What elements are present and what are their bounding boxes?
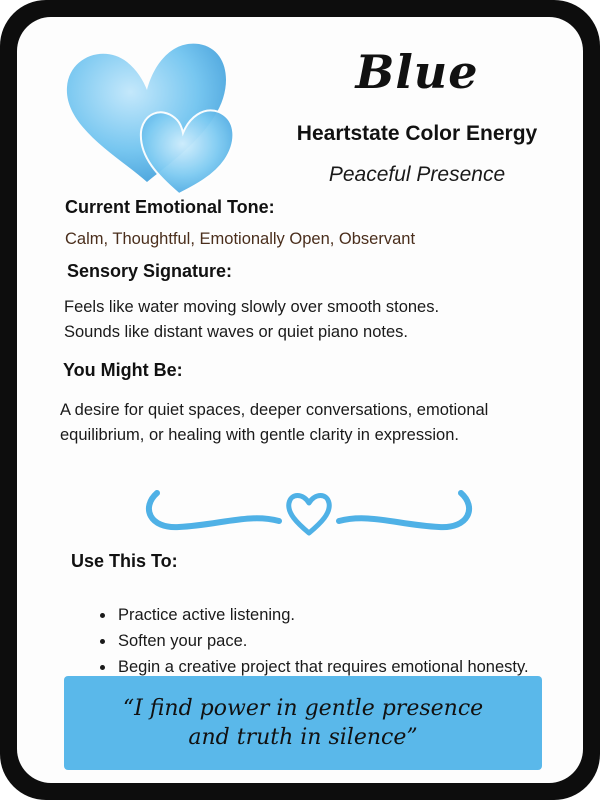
- might-be-line-2: equilibrium, or healing with gentle clarity in expression.: [60, 426, 459, 444]
- use-this-item: • Practice active listening.: [116, 602, 529, 628]
- might-be-heading: You Might Be:: [63, 360, 183, 380]
- tone-text: Calm, Thoughtful, Emotionally Open, Observant: [65, 230, 416, 248]
- card-body: [17, 17, 583, 783]
- might-be-line-1: A desire for quiet spaces, deeper conversations, emotional: [60, 401, 489, 419]
- use-this-heading: Use This To:: [71, 551, 178, 571]
- sensory-line-1: Feels like water moving slowly over smooth stones.: [64, 298, 440, 316]
- quote-box: [64, 676, 542, 770]
- card-subtitle: Heartstate Color Energy: [296, 122, 538, 145]
- tone-heading: Current Emotional Tone:: [65, 197, 275, 217]
- use-this-item: • Soften your pace.: [116, 628, 529, 654]
- quote-line-1: “I find power in gentle presence: [122, 696, 484, 721]
- sensory-heading: Sensory Signature:: [67, 261, 233, 281]
- card-title: Blue: [355, 45, 479, 99]
- double-heart-icon: [59, 32, 259, 202]
- quote-line-2: and truth in silence”: [188, 725, 418, 750]
- use-this-item: • Begin a creative project that requires emotional honesty.: [116, 654, 529, 680]
- use-this-list: [90, 602, 529, 680]
- card-tagline: Peaceful Presence: [328, 163, 506, 186]
- heart-flourish-divider: [139, 485, 479, 545]
- sensory-line-2: Sounds like distant waves or quiet piano notes.: [64, 323, 408, 341]
